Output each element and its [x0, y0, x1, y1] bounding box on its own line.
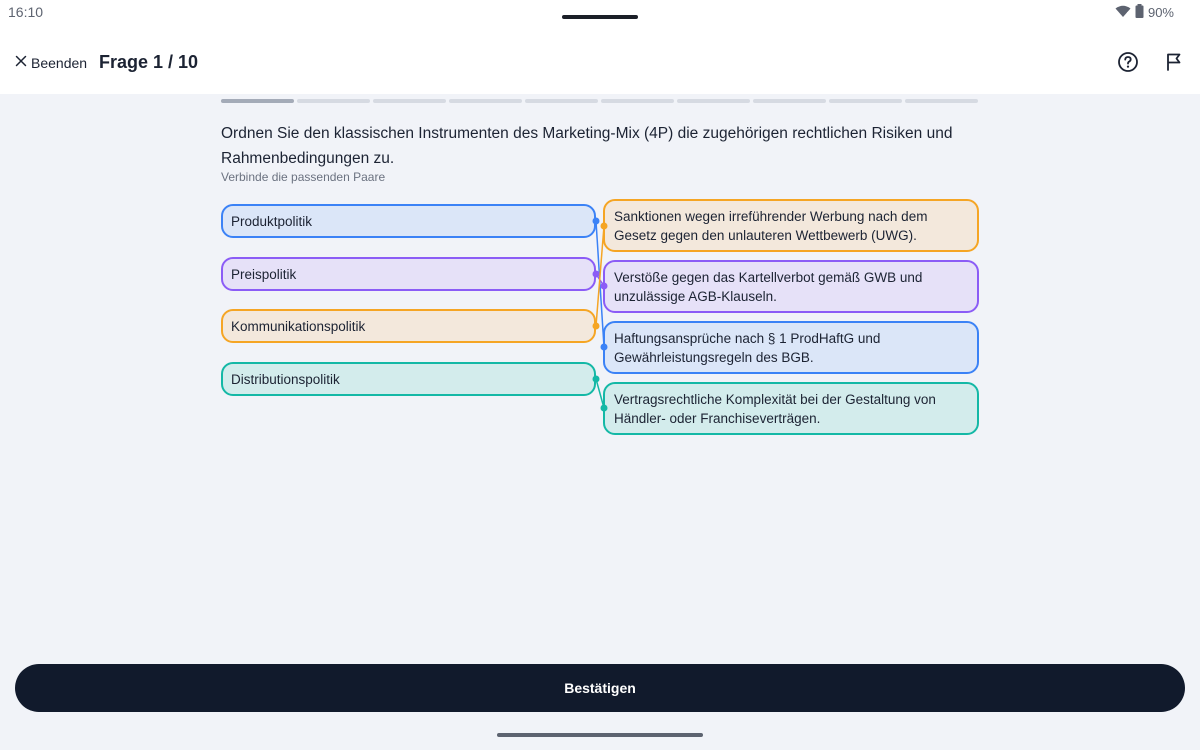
camera-notch [562, 15, 638, 19]
battery-icon [1135, 4, 1144, 21]
left-item-kommunikationspolitik[interactable]: Kommunikationspolitik [221, 309, 596, 343]
progress-segment [905, 99, 978, 103]
progress-segment [829, 99, 902, 103]
status-time: 16:10 [8, 4, 44, 20]
left-item-distributionspolitik[interactable]: Distributionspolitik [221, 362, 596, 396]
question-text: Ordnen Sie den klassischen Instrumenten des Marketing-Mix (4P) die zugehörigen rechtlichen Risiken und Rahmenbedingungen zu. [221, 125, 953, 167]
help-button[interactable] [1115, 51, 1141, 77]
progress-segment [525, 99, 598, 103]
battery-level: 90% [1147, 5, 1174, 20]
progress-segment [601, 99, 674, 103]
right-item-vertraege[interactable]: Vertragsrechtliche Komplexität bei der Gestaltung von Händler- oder Franchiseverträgen. [603, 382, 979, 435]
left-item-produktpolitik[interactable]: Produktpolitik [221, 204, 596, 238]
progress-segment [677, 99, 750, 103]
progress-segment [753, 99, 826, 103]
help-icon [1117, 51, 1139, 78]
status-bar [0, 0, 1200, 36]
flag-button[interactable] [1161, 51, 1187, 77]
quit-button[interactable] [14, 54, 87, 71]
wifi-icon [1115, 5, 1131, 21]
flag-icon [1164, 52, 1184, 77]
right-item-uwg[interactable]: Sanktionen wegen irreführender Werbung nach dem Gesetz gegen den unlauteren Wettbewerb (UWG). [603, 199, 979, 252]
home-indicator [497, 733, 703, 737]
app-header [0, 36, 1200, 94]
question-hint: Verbinde die passenden Paare [221, 170, 386, 184]
progress-segment [449, 99, 522, 103]
progress-segment [373, 99, 446, 103]
status-indicators [1115, 4, 1174, 21]
close-icon [14, 54, 28, 71]
right-item-gwb[interactable]: Verstöße gegen das Kartellverbot gemäß GWB und unzulässige AGB-Klauseln. [603, 260, 979, 313]
confirm-button[interactable]: Bestätigen [15, 664, 1185, 712]
progress-bar [221, 99, 978, 103]
quit-label: Beenden [31, 54, 88, 71]
right-item-prodhaftg[interactable]: Haftungsansprüche nach § 1 ProdHaftG und Gewährleistungsregeln des BGB. [603, 321, 979, 374]
progress-segment [297, 99, 370, 103]
left-item-preispolitik[interactable]: Preispolitik [221, 257, 596, 291]
progress-segment [221, 99, 294, 103]
page-title: Frage 1 / 10 [99, 52, 199, 72]
